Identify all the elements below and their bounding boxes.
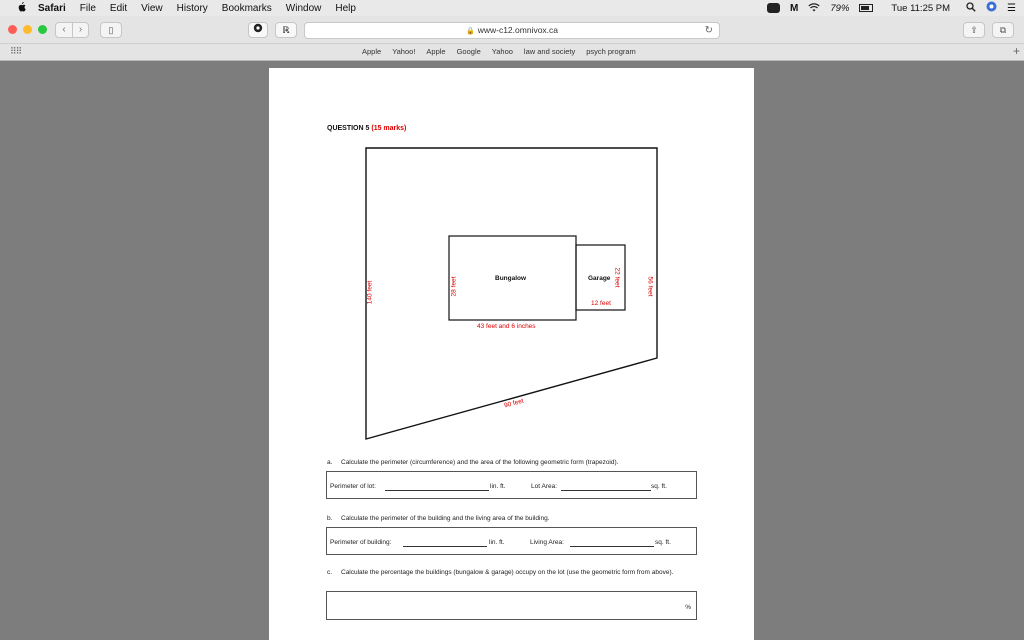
extension-button[interactable]: ℝ xyxy=(275,22,297,38)
nav-buttons xyxy=(55,22,89,38)
living-area-label: Living Area: xyxy=(530,539,564,546)
bungalow-label: Bungalow xyxy=(495,275,527,282)
part-c-question xyxy=(327,568,702,577)
lot-left-label: 140 feet xyxy=(366,280,374,305)
part-a-question xyxy=(327,458,707,467)
perimeter-of-building-field[interactable] xyxy=(403,546,487,547)
favorite-apple-2[interactable]: Apple xyxy=(426,47,446,56)
part-b-letter: b. xyxy=(327,515,333,522)
forward-icon[interactable]: › xyxy=(72,23,88,37)
minimize-window-button[interactable] xyxy=(23,25,32,34)
lot-diagram xyxy=(269,68,754,468)
perimeter-of-building-label: Perimeter of building: xyxy=(330,539,392,546)
spotlight-search-icon[interactable] xyxy=(966,2,976,15)
part-c-answer-box[interactable] xyxy=(326,591,697,620)
favorite-yahoo-excl[interactable]: Yahoo! xyxy=(392,47,416,56)
wifi-icon[interactable] xyxy=(808,3,820,14)
part-c-text: Calculate the percentage the buildings (bungalow & garage) occupy on the lot (use the geometric form from above). xyxy=(341,569,674,576)
perimeter-of-lot-label: Perimeter of lot: xyxy=(330,483,376,490)
part-a-answer-box xyxy=(326,471,697,499)
part-a-text: Calculate the perimeter (circumference) and the area of the following geometric form (trapezoid). xyxy=(341,459,619,466)
bungalow-width-label: 43 feet and 6 inches xyxy=(477,323,536,330)
app-name[interactable]: Safari xyxy=(38,2,66,14)
lot-trapezoid xyxy=(366,148,657,439)
favorite-law-and-society[interactable]: law and society xyxy=(523,47,576,56)
menu-view[interactable]: View xyxy=(141,2,163,14)
garage-width-label: 12 feet xyxy=(591,300,611,307)
percent-sign: % xyxy=(685,604,691,611)
bungalow-height-label: 28 feet xyxy=(450,276,458,297)
notification-center-icon[interactable]: ☰ xyxy=(1007,2,1016,14)
fullscreen-window-button[interactable] xyxy=(38,25,47,34)
garage-height-label: 22 feet xyxy=(613,267,621,288)
part-b-text: Calculate the perimeter of the building and the living area of the building. xyxy=(341,515,550,522)
url-text: www-c12.omnivox.ca xyxy=(477,25,559,35)
menu-bar xyxy=(0,0,1024,16)
mail-icon[interactable]: M xyxy=(790,2,799,14)
part-b-answer-box xyxy=(326,527,697,555)
reload-icon[interactable]: ↻ xyxy=(704,25,713,36)
address-bar[interactable] xyxy=(304,22,720,39)
favorites-bar xyxy=(0,44,1024,61)
menu-file[interactable]: File xyxy=(79,2,96,14)
status-area xyxy=(767,0,1016,16)
lot-area-field[interactable] xyxy=(561,490,651,491)
favorite-apple[interactable]: Apple xyxy=(362,47,382,56)
question-number: QUESTION 5 xyxy=(327,125,370,132)
part-b-unit1: lin. ft. xyxy=(489,539,505,546)
part-b-unit2: sq. ft. xyxy=(655,539,671,546)
menu-bookmarks[interactable]: Bookmarks xyxy=(221,2,272,14)
part-a-unit2: sq. ft. xyxy=(651,483,667,490)
menu-help[interactable]: Help xyxy=(335,2,356,14)
lot-right-label: 56 feet xyxy=(646,276,654,297)
lot-bottom-label: 90 feet xyxy=(503,397,525,410)
extension-circle-icon[interactable] xyxy=(248,22,268,38)
menu-history[interactable]: History xyxy=(176,2,208,14)
show-tabs-icon[interactable]: ⧉ xyxy=(992,22,1014,38)
close-window-button[interactable] xyxy=(8,25,17,34)
menu-edit[interactable]: Edit xyxy=(109,2,128,14)
part-c-letter: c. xyxy=(327,569,333,576)
favorite-google[interactable]: Google xyxy=(456,47,481,56)
battery-percent: 79% xyxy=(830,2,850,14)
clock[interactable]: Tue 11:25 PM xyxy=(891,2,951,14)
favorite-psych-program[interactable]: psych program xyxy=(586,47,636,56)
living-area-field[interactable] xyxy=(570,546,654,547)
siri-icon[interactable] xyxy=(986,1,997,15)
garage-label: Garage xyxy=(588,275,611,282)
lock-icon: 🔒 xyxy=(465,28,475,35)
share-icon[interactable]: ⇪ xyxy=(963,22,985,38)
apple-menu-icon[interactable] xyxy=(14,2,28,15)
sidebar-toggle-icon[interactable]: ▯ xyxy=(100,22,122,38)
window-controls xyxy=(8,25,47,34)
question-marks: (15 marks) xyxy=(371,125,407,132)
browser-toolbar xyxy=(0,16,1024,44)
screen-record-icon[interactable] xyxy=(767,3,780,13)
battery-icon[interactable] xyxy=(859,4,873,12)
perimeter-of-lot-field[interactable] xyxy=(385,490,489,491)
menu-window[interactable]: Window xyxy=(285,2,322,14)
top-sites-grid-icon[interactable]: ⠿⠿ xyxy=(10,46,22,56)
part-b-question xyxy=(327,514,707,523)
lot-area-label: Lot Area: xyxy=(531,483,558,490)
part-a-letter: a. xyxy=(327,459,333,466)
back-icon[interactable]: ‹ xyxy=(62,24,66,35)
favorite-yahoo[interactable]: Yahoo xyxy=(491,47,513,56)
document-page xyxy=(269,68,754,640)
part-a-unit1: lin. ft. xyxy=(490,483,506,490)
new-tab-plus-icon[interactable]: + xyxy=(1012,44,1020,58)
